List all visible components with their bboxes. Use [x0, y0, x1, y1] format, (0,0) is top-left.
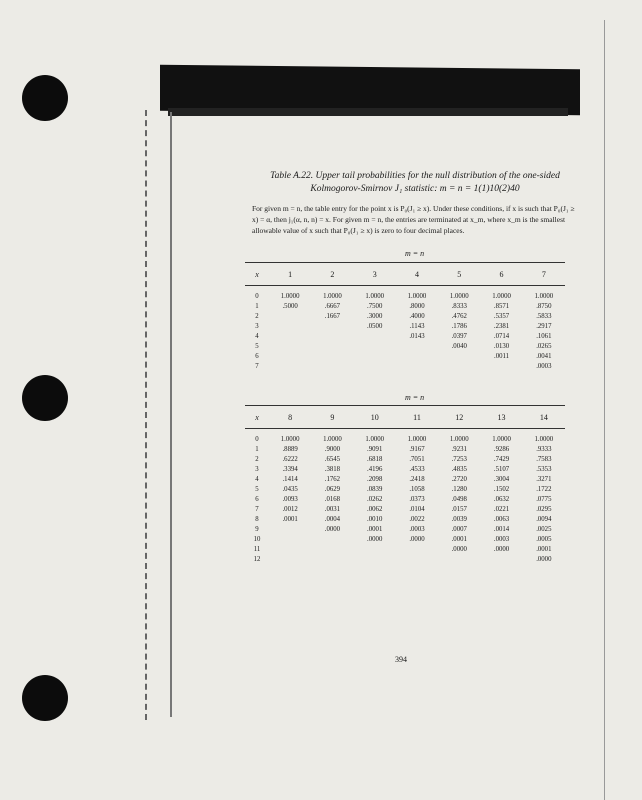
- probability-cell: .0007: [451, 526, 467, 533]
- x-value-cell: 9: [255, 526, 259, 533]
- probability-cell: .0010: [367, 516, 383, 523]
- probability-cell: 1.0000: [365, 436, 385, 443]
- probability-cell: [269, 352, 311, 362]
- probability-cell: .0000: [367, 536, 383, 543]
- table-row: [245, 302, 565, 312]
- x-value-cell: 12: [253, 556, 261, 563]
- probability-cell: [396, 342, 438, 352]
- x-value-cell: 1: [255, 303, 259, 310]
- probability-cell: .3004: [493, 476, 510, 483]
- probability-cell: [354, 362, 396, 372]
- probability-cell: .9091: [367, 446, 383, 453]
- probability-cell: .0003: [493, 536, 510, 543]
- probability-cell: 1.0000: [534, 436, 554, 443]
- table-row: [245, 495, 565, 505]
- m-n-label-top: m = n: [405, 249, 425, 258]
- probability-cell: .0397: [451, 333, 467, 340]
- probability-cell: [269, 555, 311, 565]
- table-row: [245, 362, 565, 372]
- column-header: 6: [480, 263, 522, 286]
- probability-cell: 1.0000: [449, 293, 469, 300]
- column-header: 7: [523, 263, 565, 286]
- probability-cell: .0005: [536, 536, 552, 543]
- table-row: [245, 342, 565, 352]
- probability-cell: .5357: [493, 313, 510, 320]
- m-n-label-bottom: m = n: [405, 393, 425, 402]
- probability-cell: [311, 545, 353, 555]
- probability-cell: .8571: [493, 303, 510, 310]
- probability-cell: .1786: [451, 323, 467, 330]
- probability-cell: .0000: [493, 546, 510, 553]
- x-value-cell: 8: [255, 516, 259, 523]
- probability-cell: [269, 342, 311, 352]
- probability-cell: .9167: [409, 446, 425, 453]
- binding-line: [170, 112, 172, 717]
- probability-cell: .0039: [451, 516, 467, 523]
- probability-cell: .0714: [493, 333, 510, 340]
- probability-cell: .5107: [493, 466, 510, 473]
- probability-table-1: [245, 262, 565, 372]
- probability-cell: [269, 525, 311, 535]
- probability-cell: 1.0000: [449, 436, 469, 443]
- probability-cell: .0000: [536, 556, 552, 563]
- column-header: 11: [396, 406, 438, 429]
- probability-cell: .5833: [536, 313, 552, 320]
- probability-cell: .0143: [409, 333, 425, 340]
- probability-cell: .1061: [536, 333, 552, 340]
- x-value-cell: 3: [255, 466, 259, 473]
- probability-cell: .0093: [282, 496, 298, 503]
- probability-cell: .0001: [367, 526, 383, 533]
- column-header: 10: [354, 406, 396, 429]
- probability-cell: [396, 362, 438, 372]
- probability-cell: [354, 545, 396, 555]
- probability-cell: .3818: [324, 466, 341, 473]
- column-header: 8: [269, 406, 311, 429]
- probability-cell: .6667: [324, 303, 341, 310]
- probability-cell: .1414: [282, 476, 298, 483]
- probability-cell: .8889: [282, 446, 298, 453]
- probability-cell: [354, 332, 396, 342]
- x-value-cell: 5: [255, 486, 259, 493]
- x-value-cell: 11: [253, 546, 261, 553]
- column-header: 2: [311, 263, 353, 286]
- probability-cell: 1.0000: [492, 436, 511, 443]
- probability-cell: [480, 362, 522, 372]
- probability-cell: .0001: [451, 536, 467, 543]
- probability-cell: [269, 332, 311, 342]
- probability-cell: .1667: [324, 313, 341, 320]
- table-header-row: [245, 263, 565, 286]
- probability-cell: [269, 545, 311, 555]
- probability-cell: .1058: [409, 486, 425, 493]
- probability-cell: .7583: [536, 456, 552, 463]
- column-header: 14: [523, 406, 565, 429]
- probability-cell: .2418: [409, 476, 425, 483]
- probability-cell: .8000: [409, 303, 425, 310]
- probability-cell: [311, 555, 353, 565]
- x-value-cell: 6: [255, 353, 259, 360]
- probability-cell: .9333: [536, 446, 552, 453]
- table-row: [245, 445, 565, 455]
- table-row: [245, 322, 565, 332]
- probability-cell: [269, 535, 311, 545]
- probability-table-2: [245, 405, 565, 565]
- probability-cell: 1.0000: [407, 293, 427, 300]
- probability-cell: [311, 322, 353, 332]
- x-value-cell: 5: [255, 343, 259, 350]
- table-row: [245, 465, 565, 475]
- probability-cell: .0012: [282, 506, 298, 513]
- table-row: [245, 475, 565, 485]
- x-value-cell: 4: [255, 333, 259, 340]
- probability-cell: .2381: [493, 323, 510, 330]
- probability-cell: .4762: [451, 313, 467, 320]
- probability-cell: .5000: [282, 303, 298, 310]
- probability-cell: .0130: [493, 343, 510, 350]
- probability-cell: .0063: [493, 516, 510, 523]
- probability-cell: .8333: [451, 303, 467, 310]
- probability-cell: .0004: [324, 516, 341, 523]
- probability-cell: .0157: [451, 506, 467, 513]
- probability-cell: .2098: [367, 476, 383, 483]
- probability-cell: .1143: [409, 323, 425, 330]
- probability-cell: [311, 362, 353, 372]
- probability-cell: .9000: [324, 446, 341, 453]
- probability-cell: .0041: [536, 353, 552, 360]
- table-row: [245, 515, 565, 525]
- probability-cell: [438, 362, 480, 372]
- probability-cell: .0000: [409, 536, 425, 543]
- probability-cell: .7429: [493, 456, 510, 463]
- column-header: 9: [311, 406, 353, 429]
- probability-cell: [438, 352, 480, 362]
- probability-cell: .0295: [536, 506, 552, 513]
- probability-cell: [396, 545, 438, 555]
- probability-cell: [354, 352, 396, 362]
- probability-cell: .0040: [451, 343, 467, 350]
- probability-cell: .1722: [536, 486, 552, 493]
- probability-cell: [396, 555, 438, 565]
- probability-cell: .0000: [324, 526, 341, 533]
- table-header-row: [245, 406, 565, 429]
- x-value-cell: 0: [255, 293, 259, 300]
- probability-cell: .0094: [536, 516, 552, 523]
- probability-cell: [438, 555, 480, 565]
- probability-cell: [354, 555, 396, 565]
- probability-cell: .7051: [409, 456, 425, 463]
- table-row: [245, 429, 565, 446]
- probability-cell: [311, 342, 353, 352]
- probability-cell: .0062: [367, 506, 383, 513]
- scan-shadow-bar-lower: [168, 108, 568, 116]
- table-row: [245, 505, 565, 515]
- probability-cell: .7500: [367, 303, 383, 310]
- probability-cell: .1762: [324, 476, 341, 483]
- probability-cell: .0775: [536, 496, 552, 503]
- probability-cell: .0031: [324, 506, 341, 513]
- probability-cell: .0022: [409, 516, 425, 523]
- probability-cell: .0373: [409, 496, 425, 503]
- probability-cell: .0265: [536, 343, 552, 350]
- column-header: 5: [438, 263, 480, 286]
- probability-cell: .0632: [493, 496, 510, 503]
- probability-cell: 1.0000: [280, 436, 300, 443]
- punch-hole-bottom: [22, 675, 68, 721]
- probability-cell: [269, 362, 311, 372]
- probability-cell: .6818: [367, 456, 383, 463]
- column-header: 4: [396, 263, 438, 286]
- x-value-cell: 10: [253, 536, 261, 543]
- probability-cell: .0001: [282, 516, 298, 523]
- probability-cell: 1.0000: [280, 293, 300, 300]
- probability-cell: [269, 322, 311, 332]
- punch-hole-top: [22, 75, 68, 121]
- x-value-cell: 2: [255, 456, 259, 463]
- probability-cell: [480, 555, 522, 565]
- probability-cell: .0104: [409, 506, 425, 513]
- probability-cell: .5353: [536, 466, 552, 473]
- probability-cell: .4835: [451, 466, 467, 473]
- probability-cell: .0435: [282, 486, 298, 493]
- probability-cell: [354, 342, 396, 352]
- probability-cell: .2720: [451, 476, 467, 483]
- probability-cell: .6545: [324, 456, 341, 463]
- probability-cell: 1.0000: [407, 436, 427, 443]
- table-intro-text: For given m = n, the table entry for the point x is P₀(J₁ ≥ x). Under these conditions, if x is such that P₀(J₁ ≥ x) = α, then j₁(α, n, n) = x. For given m = n, the entries are terminated at x_m, where x_m is the smallest allowable value of x such that P₀(J₁ ≥ x) is zero to four decimal places.: [252, 204, 575, 235]
- probability-cell: .3394: [282, 466, 298, 473]
- probability-cell: [311, 535, 353, 545]
- probability-cell: .0000: [451, 546, 467, 553]
- table-row: [245, 455, 565, 465]
- probability-cell: .0003: [409, 526, 425, 533]
- column-header-x: x: [245, 263, 269, 286]
- probability-cell: .0221: [493, 506, 510, 513]
- probability-cell: .3271: [536, 476, 552, 483]
- x-value-cell: 0: [255, 436, 259, 443]
- column-header-x: x: [245, 406, 269, 429]
- probability-cell: .9231: [451, 446, 467, 453]
- probability-cell: 1.0000: [323, 293, 342, 300]
- probability-cell: .8750: [536, 303, 552, 310]
- probability-cell: .9286: [493, 446, 510, 453]
- page-edge-line: [604, 20, 605, 800]
- table-row: [245, 332, 565, 342]
- probability-cell: .0498: [451, 496, 467, 503]
- probability-cell: .0001: [536, 546, 552, 553]
- table-row: [245, 312, 565, 322]
- probability-cell: .7253: [451, 456, 467, 463]
- probability-cell: 1.0000: [323, 436, 342, 443]
- probability-cell: [311, 332, 353, 342]
- probability-cell: 1.0000: [492, 293, 511, 300]
- binding-edge: [145, 110, 161, 720]
- probability-cell: .0839: [367, 486, 383, 493]
- probability-cell: .4000: [409, 313, 425, 320]
- probability-cell: [269, 312, 311, 322]
- probability-cell: .0025: [536, 526, 552, 533]
- probability-cell: .4533: [409, 466, 425, 473]
- probability-cell: .4196: [367, 466, 383, 473]
- column-header: 13: [480, 406, 522, 429]
- probability-cell: .0262: [367, 496, 383, 503]
- column-header: 1: [269, 263, 311, 286]
- table-row: [245, 555, 565, 565]
- x-value-cell: 4: [255, 476, 259, 483]
- probability-cell: .3000: [367, 313, 383, 320]
- probability-cell: [396, 352, 438, 362]
- table-row: [245, 352, 565, 362]
- probability-cell: 1.0000: [534, 293, 554, 300]
- page-number: 394: [395, 655, 407, 664]
- probability-cell: .6222: [282, 456, 298, 463]
- probability-cell: .0011: [494, 353, 510, 360]
- probability-cell: .0500: [367, 323, 383, 330]
- probability-cell: .0629: [324, 486, 341, 493]
- probability-cell: 1.0000: [365, 293, 385, 300]
- probability-cell: .0014: [493, 526, 510, 533]
- x-value-cell: 2: [255, 313, 259, 320]
- probability-cell: .1502: [493, 486, 510, 493]
- probability-cell: .1280: [451, 486, 467, 493]
- table-row: [245, 525, 565, 535]
- column-header: 3: [354, 263, 396, 286]
- probability-cell: [311, 352, 353, 362]
- table-row: [245, 485, 565, 495]
- punch-hole-middle: [22, 375, 68, 421]
- x-value-cell: 7: [255, 506, 259, 513]
- x-value-cell: 3: [255, 323, 259, 330]
- x-value-cell: 7: [255, 363, 259, 370]
- table-caption: Table A.22. Upper tail probabilities for the null distribution of the one-sided Kolmogorov-Smirnov J₁ statistic: m = n = 1(1)10(2)40: [270, 171, 560, 194]
- table-row: [245, 535, 565, 545]
- probability-cell: .2917: [536, 323, 552, 330]
- probability-cell: .0003: [536, 363, 552, 370]
- table-row: [245, 545, 565, 555]
- column-header: 12: [438, 406, 480, 429]
- x-value-cell: 6: [255, 496, 259, 503]
- x-value-cell: 1: [255, 446, 259, 453]
- probability-cell: .0168: [324, 496, 341, 503]
- table-row: [245, 286, 565, 303]
